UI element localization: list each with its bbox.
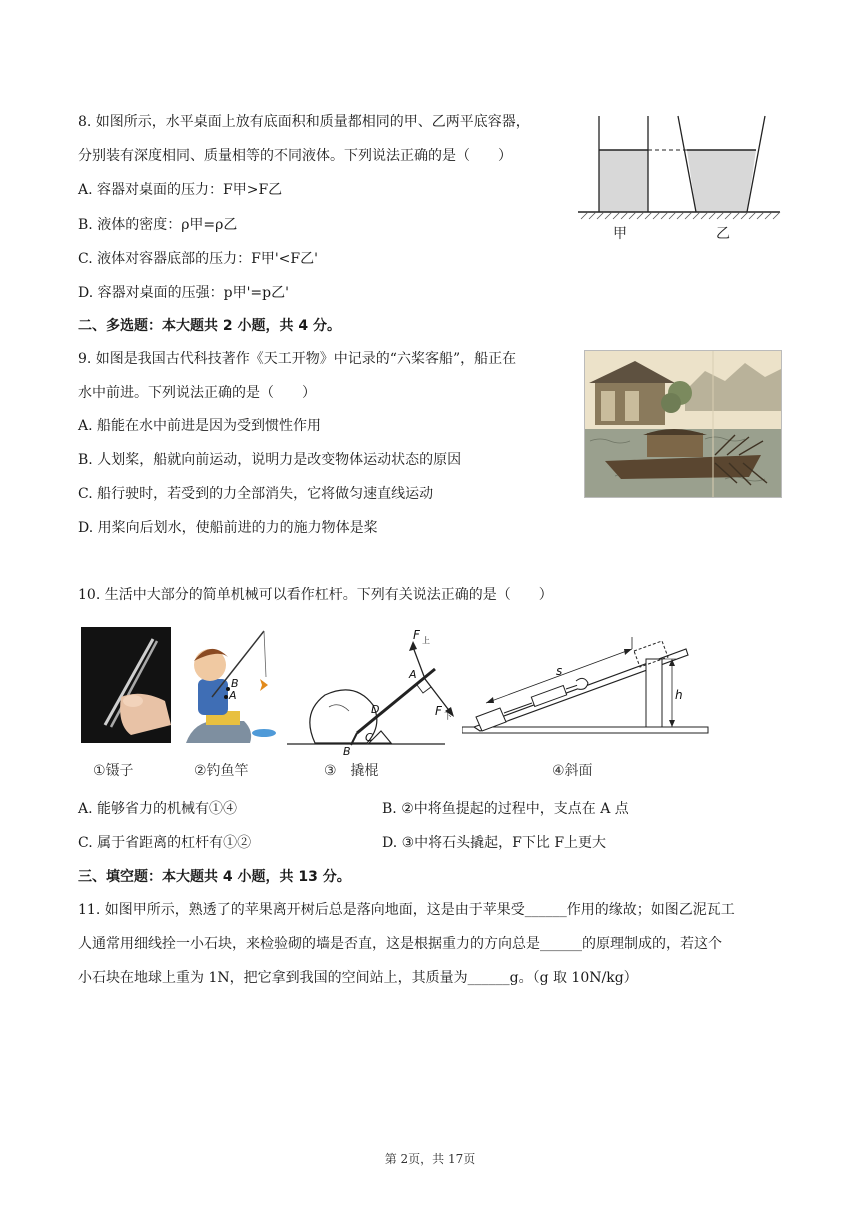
crowbar-label-b: B <box>343 745 351 757</box>
q9-option-c: C. 船行驶时，若受到的力全部消失，它将做匀速直线运动 <box>78 486 434 502</box>
incline-label-h: h <box>675 688 683 702</box>
q8-stem-line2: 分别装有深度相同、质量相等的不同液体。下列说法正确的是（ ） <box>78 148 512 164</box>
crowbar-label-down-sub: 下 <box>444 712 452 721</box>
q10-option-d: D. ③中将石头撬起，F下比 F上更大 <box>382 835 607 851</box>
label-jia: 甲 <box>613 226 627 242</box>
label-yi: 乙 <box>716 226 730 242</box>
page-footer: 第 2页，共 17页 <box>384 1152 476 1166</box>
q10-option-a: A. 能够省力的机械有①④ <box>78 801 238 817</box>
caption-inclined-plane: ④斜面 <box>552 763 593 779</box>
crowbar-label-f-up: F <box>413 628 420 642</box>
crowbar-label-d: D <box>371 703 380 716</box>
container-jia-liquid <box>599 150 648 212</box>
inclined-plane-diagram <box>462 627 712 737</box>
q8-containers-figure <box>575 112 785 247</box>
rod-label-b: B <box>231 677 239 690</box>
rod-label-a: A <box>229 689 237 702</box>
tweezers-photo <box>81 627 171 743</box>
fishing-rod-illustration <box>176 627 280 743</box>
six-oar-boat-illustration <box>584 350 782 498</box>
caption-tweezers: ①镊子 <box>93 763 134 779</box>
q11-line1: 11. 如图甲所示，熟透了的苹果离开树后总是落向地面，这是由于苹果受______作用的缘故；如图乙泥瓦工 <box>78 902 735 918</box>
incline-label-s: s <box>556 664 563 678</box>
crowbar-label-c: C <box>365 731 373 744</box>
q11-line3: 小石块在地球上重为 1N，把它拿到我国的空间站上，其质量为______g。（g 取 10N/kg） <box>78 970 638 986</box>
q10-option-c: C. 属于省距离的杠杆有①② <box>78 835 252 851</box>
caption-fishing-rod: ②钓鱼竿 <box>194 763 249 779</box>
q9-stem-line1: 9. 如图是我国古代科技著作《天工开物》中记录的“六桨客船”，船正在 <box>78 351 517 367</box>
crowbar-label-f-down: F <box>435 704 442 718</box>
crowbar-diagram <box>285 627 455 757</box>
q8-option-a: A. 容器对桌面的压力：F甲>F乙 <box>78 182 283 198</box>
caption-crowbar: ③ 撬棍 <box>324 763 379 779</box>
section-3-heading: 三、填空题：本大题共 4 小题，共 13 分。 <box>78 869 351 885</box>
q9-option-a: A. 船能在水中前进是因为受到惯性作用 <box>78 418 322 434</box>
q9-stem-line2: 水中前进。下列说法正确的是（ ） <box>78 385 316 401</box>
crowbar-label-up-sub: 上 <box>422 636 430 645</box>
q10-stem: 10. 生活中大部分的简单机械可以看作杠杆。下列有关说法正确的是（ ） <box>78 587 553 603</box>
q9-option-d: D. 用桨向后划水，使船前进的力的施力物体是桨 <box>78 520 378 536</box>
crowbar-label-a: A <box>409 668 417 681</box>
q8-option-c: C. 液体对容器底部的压力：F甲'<F乙' <box>78 251 318 267</box>
section-2-heading: 二、多选题：本大题共 2 小题，共 4 分。 <box>78 318 341 334</box>
q8-stem-line1: 8. 如图所示，水平桌面上放有底面积和质量都相同的甲、乙两平底容器， <box>78 114 530 130</box>
q8-option-b: B. 液体的密度：ρ甲=ρ乙 <box>78 217 238 233</box>
q10-option-b: B. ②中将鱼提起的过程中，支点在 A 点 <box>382 801 629 817</box>
q11-line2: 人通常用细线拴一小石块，来检验砌的墙是否直，这是根据重力的方向总是______的原理制成的，若这个 <box>78 936 722 952</box>
q9-option-b: B. 人划桨，船就向前运动，说明力是改变物体运动状态的原因 <box>78 452 462 468</box>
q8-option-d: D. 容器对桌面的压强：p甲'=p乙' <box>78 285 289 301</box>
container-yi-liquid <box>687 150 756 212</box>
